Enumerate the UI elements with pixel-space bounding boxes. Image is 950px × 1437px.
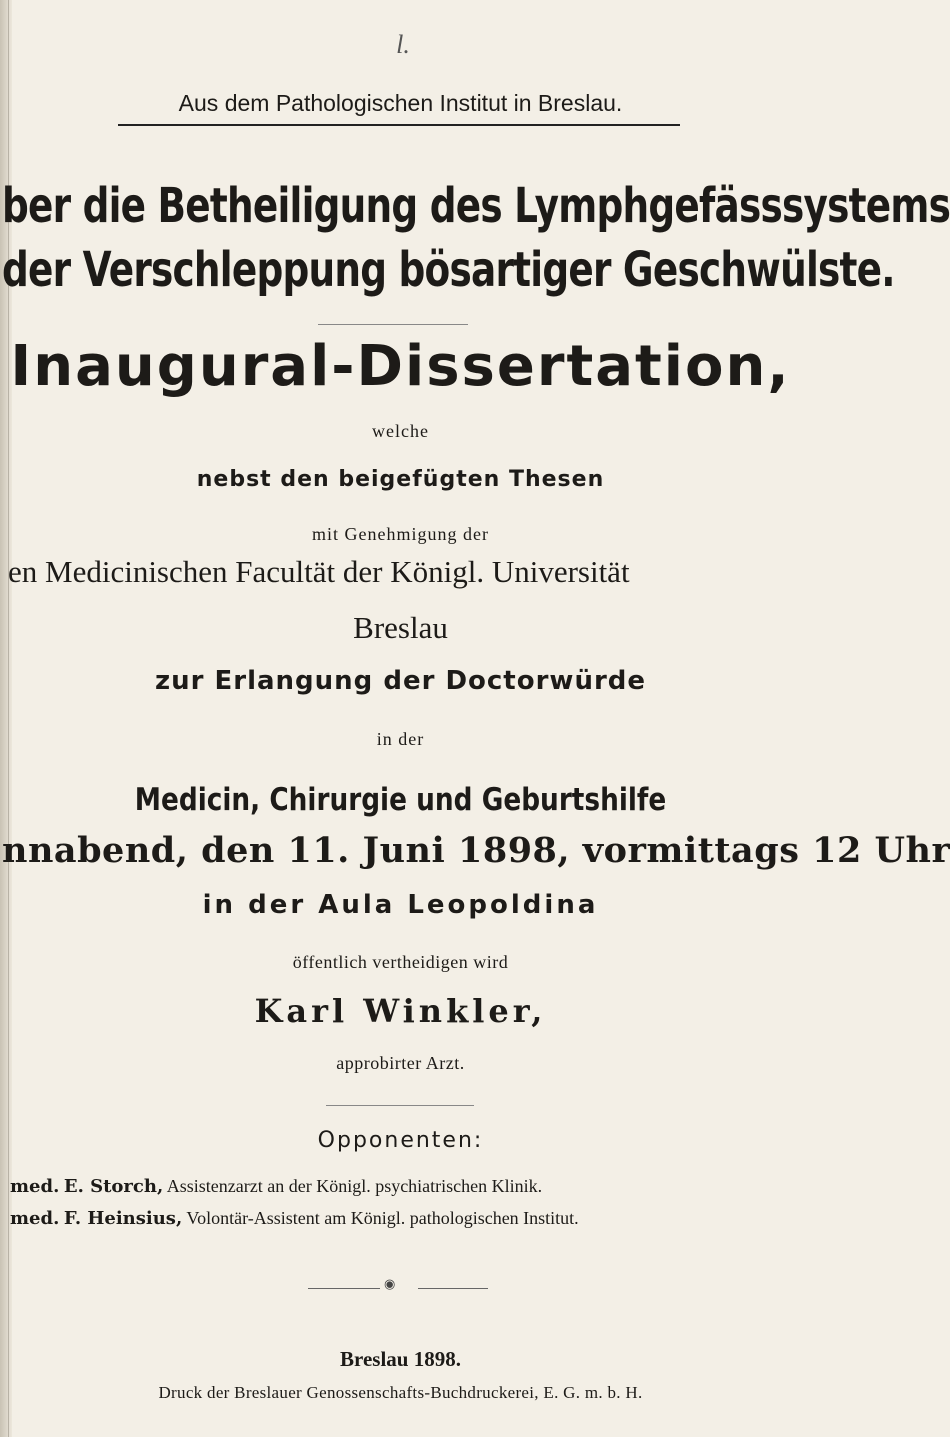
mit-text: mit Genehmigung der <box>312 524 489 544</box>
opponent-prefix: med. <box>10 1208 60 1229</box>
place-year: Breslau 1898. <box>340 1347 461 1371</box>
opponent-role: Volontär-Assistent am Königl. pathologischen Institut. <box>186 1208 579 1228</box>
welche-text: welche <box>372 421 429 441</box>
divider-rule-top <box>318 324 468 325</box>
author-title: approbirter Arzt. <box>336 1053 465 1073</box>
title-line-1: ber die Betheiligung des Lymphgefässsystems <box>2 178 950 234</box>
opponent-row <box>10 1176 542 1197</box>
opponent-role: Assistenzarzt an der Königl. psychiatrischen Klinik. <box>166 1176 543 1196</box>
dissertation-heading: Inaugural-Dissertation, <box>10 334 791 399</box>
university-city: Breslau <box>353 610 448 645</box>
nebst-text: nebst den beigefügten Thesen <box>196 467 605 492</box>
opponent-row <box>10 1208 579 1229</box>
degree-line: zur Erlangung der Doctorwürde <box>154 666 647 696</box>
ornament-line-left <box>308 1288 380 1289</box>
subjects-line: Medicin, Chirurgie und Geburtshilfe <box>134 782 667 818</box>
in-der-text: in der <box>376 729 425 749</box>
opponents-heading: Opponenten: <box>317 1128 484 1153</box>
title-line-2: der Verschleppung bösartiger Geschwülste. <box>2 242 895 298</box>
ornament-line-right <box>418 1288 488 1289</box>
institute-underline <box>118 124 680 126</box>
ornament-glyph: ◉ <box>384 1277 396 1292</box>
printer-line: Druck der Breslauer Genossenschafts-Buchdruckerei, E. G. m. b. H. <box>158 1383 643 1402</box>
opponent-name: E. Storch, <box>63 1176 164 1197</box>
defend-text: öffentlich vertheidigen wird <box>292 952 509 972</box>
institute-line: Aus dem Pathologischen Institut in Breslau. <box>178 90 623 116</box>
date-line: nnabend, den 11. Juni 1898, vormittags 12 Uhr <box>2 830 950 871</box>
divider-rule-middle <box>326 1105 474 1106</box>
opponent-prefix: med. <box>10 1176 60 1197</box>
ornament-divider <box>308 1277 488 1295</box>
opponent-name: F. Heinsius, <box>63 1208 183 1229</box>
handwritten-mark: l. <box>396 30 410 59</box>
faculty-line: en Medicinischen Facultät der Königl. Universität <box>8 554 630 589</box>
author-name: Karl Winkler, <box>254 992 547 1030</box>
venue-line: in der Aula Leopoldina <box>202 890 599 920</box>
